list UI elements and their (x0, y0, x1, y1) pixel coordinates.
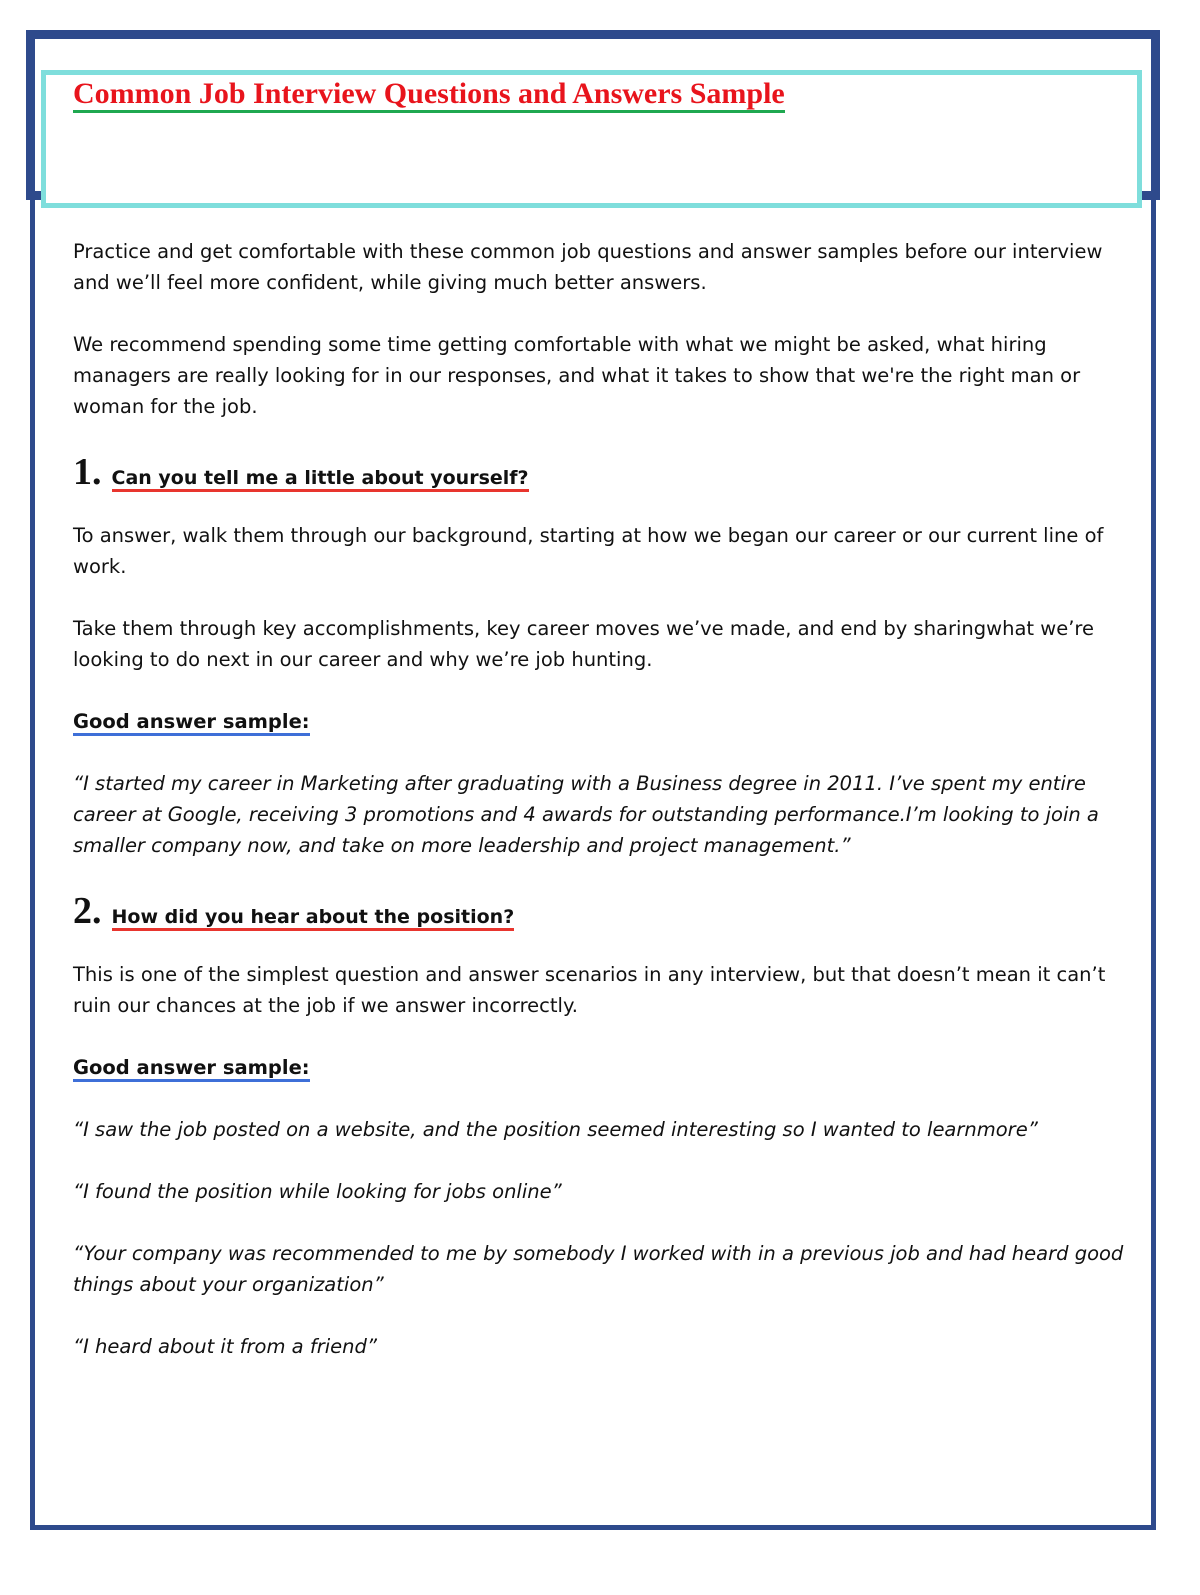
document-body (73, 236, 1135, 1393)
good-answer-label-text: Good answer sample: (73, 1057, 310, 1082)
document-title-text: Common Job Interview Questions and Answers Sample (73, 77, 785, 113)
good-answer-label (73, 706, 1135, 737)
question-number: 1. (73, 451, 102, 493)
good-answer-label (73, 1052, 1135, 1083)
intro-paragraph: Practice and get comfortable with these common job questions and answer samples before our interview and we’ll feel more confident, while giving much better answers. (73, 240, 1103, 294)
intro-paragraph: We recommend spending some time getting comfortable with what we might be asked, what hiring managers are really looking for in our responses, and what it takes to show that we're the right man or woman for the job. (73, 333, 1081, 418)
body-paragraph: Take them through key accomplishments, key career moves we’ve made, and end by sharingwhat we’re looking to do next in our career and why we’re job hunting. (73, 617, 1094, 671)
sample-answer: “I heard about it from a friend” (73, 1335, 377, 1358)
good-answer-label-text: Good answer sample: (73, 711, 310, 736)
sample-answer: “Your company was recommended to me by somebody I worked with in a previous job and had heard good things about your organization” (73, 1242, 1124, 1296)
document-title (73, 76, 785, 112)
question-heading-2 (73, 892, 1135, 931)
body-paragraph: This is one of the simplest question and answer scenarios in any interview, but that doesn’t mean it can’t ruin our chances at the job if we answer incorrectly. (73, 963, 1106, 1017)
question-number: 2. (73, 890, 102, 932)
sample-answer: “I started my career in Marketing after graduating with a Business degree in 2011. I’ve spent my entire career at Google, receiving 3 promotions and 4 awards for outstanding performance.I’m looking to join a smaller company now, and take on more leadership and project management.” (73, 772, 1099, 857)
sample-answer: “I found the position while looking for jobs online” (73, 1180, 562, 1203)
body-paragraph: To answer, walk them through our background, starting at how we began our career or our current line of work. (73, 524, 1104, 578)
question-text: Can you tell me a little about yourself? (112, 467, 529, 492)
sample-answer: “I saw the job posted on a website, and the position seemed interesting so I wanted to learnmore” (73, 1118, 1038, 1141)
question-text: How did you hear about the position? (112, 906, 515, 931)
question-heading-1 (73, 453, 1135, 492)
